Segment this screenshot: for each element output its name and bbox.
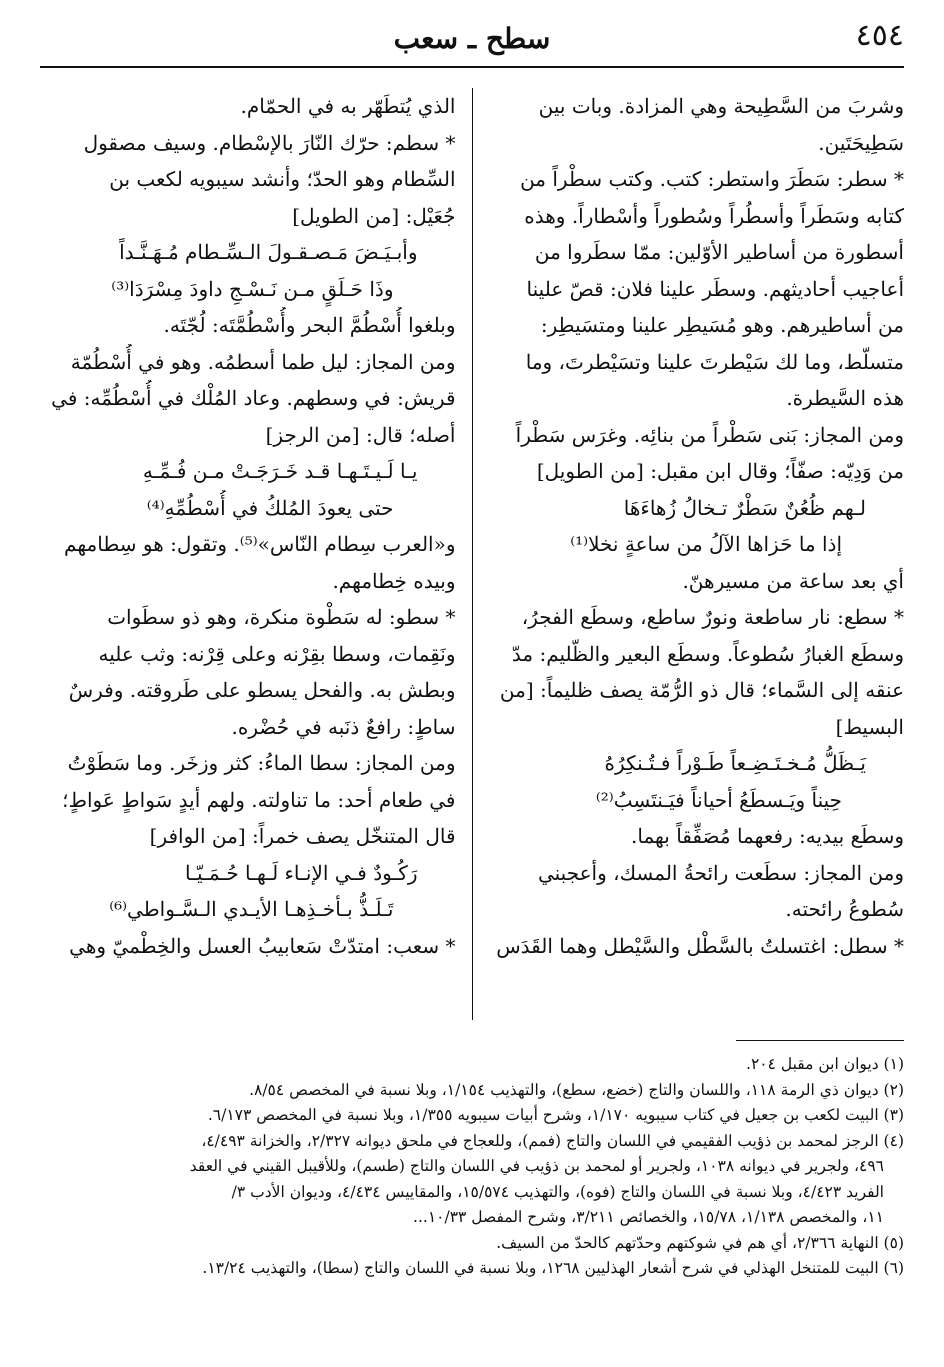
text-line: قريش: في وسطهم. وعاد المُلْك في أُسْطُمِّه: في <box>51 386 456 410</box>
text-line: أصله؛ قال: [من الرجز] <box>265 422 456 447</box>
text-line: السِّطام وهو الحدّ؛ وأنشد سيبويه لكعب بن <box>109 167 456 191</box>
text-line: متسلّط، وما لك سَيْطرتَ علينا وتسَيْطرتَ، وما <box>525 349 904 374</box>
text-line: البسيط] <box>835 714 904 739</box>
footnote: (٢) ديوان ذي الرمة ١١٨، واللسان والتاج (خضع، سطع)، والتهذيب ١/١٥٤، وبلا نسبة في المخصص ٨/٥٤. <box>249 1080 904 1099</box>
verse-line: تَـلَـذُّ بـأخـذِهـا الأيـدي الـسَّـواطي⁽⁶⁾ <box>109 897 394 921</box>
text-line: ساطٍ: رافعٌ ذنَبه في حُضْره. <box>231 714 456 739</box>
left-column <box>40 88 456 1020</box>
verse-line: وذَا حَـلَقٍ مـن نَـسْـجِ داودَ مِسْرَدَا⁽³⁾ <box>111 276 394 301</box>
text-line: أسطورة من أساطير الأوّلين: ممّا سطَروا من <box>534 240 904 264</box>
verse-line: حِيناً ويَـسطَعُ أحياناً فيَـنتَسِبُ⁽²⁾ <box>595 787 842 812</box>
text-line: ومن المجاز: ليل طما أسطمُه. وهو في أُسْطُمّة <box>70 349 456 374</box>
text-line: أعاجيب أحاديثهم. وسطَر علينا فلان: قصّ علينا <box>526 276 904 301</box>
text-line: عنقه إلى السَّماء؛ قال ذو الرُّمّة يصف ظليماً: [من <box>499 678 904 702</box>
text-line: في طعام أحد: ما تناولته. ولهم أيدٍ سَواطٍ عَواطٍ؛ <box>62 787 456 812</box>
text-line: وبيده خِطامهم. <box>332 568 456 593</box>
footnote: (٥) النهاية ٢/٣٦٦، أي هم في شوكتهم وحدّتهم كالحدّ من السيف. <box>496 1233 904 1252</box>
text-line: قال المتنخّل يصف خمراً: [من الوافر] <box>149 824 456 848</box>
entry-line: * سطع: نار ساطعة ونورٌ ساطع، وسطَع الفجرُ، <box>521 605 904 629</box>
text-line: جُعَيْل: [من الطويل] <box>292 203 456 228</box>
entry-line: * سطل: اغتسلتُ بالسَّطْل والسَّيْطل وهما القَدَس <box>496 933 904 958</box>
text-line: وبلغوا أُسْطُمَّ البحر وأُسْطُمَّتَه: لُجّتَه. <box>163 313 456 337</box>
column-divider <box>472 88 473 1020</box>
footnote: (٣) البيت لكعب بن جعيل في كتاب سيبويه ١/١٧٠، وشرح أبيات سيبويه ١/٣٥٥، وبلا نسبة في المخصص ٦/١٧٣. <box>207 1106 904 1124</box>
footnote-rule <box>736 1040 904 1041</box>
text-line: وبطش به. والفحل يسطو على طَروقته. وفرسٌ <box>68 678 456 702</box>
text-line: ونَقِمات، وسطا بقِرْنه وعلى قِرْنه: وثب عليه <box>98 641 456 666</box>
verse-line: لـهم ظُعُنٌ سَطْرٌ تـخالُ زُهاءَهَا <box>623 495 866 520</box>
text-line: من أساطيرهم. وهو مُسَيطِر علينا ومتسَيطِر: <box>540 313 904 337</box>
verse-line: يـا لَـيـتَـهـا قـد خَـرَجَـتْ مـن فُـمِّـهِ <box>142 459 418 483</box>
text-line: وسطَع الغبارُ سُطوعاً. وسطَع البعير والظّليم: مدّ <box>511 641 904 666</box>
text-line: الذي يُتطَهّر به في الحمّام. <box>240 94 456 118</box>
page-number: ٤٥٤ <box>855 18 904 53</box>
verse-line: حتى يعودَ المُلكُ في أُسْطُمِّهِ⁽⁴⁾ <box>146 495 394 520</box>
text-line: و«العرب سِطام النّاس»⁽⁵⁾. وتقول: هو سِطامهم <box>64 532 456 556</box>
page-header <box>40 14 904 62</box>
text-line: ومن المجاز: سطا الماءُ: كثر وزخَر. وما سَطَوْتُ <box>67 751 456 775</box>
text-line: ومن المجاز: سطَعت رائحةُ المسك، وأعجبني <box>537 860 904 885</box>
footnotes <box>40 1052 904 1282</box>
right-column <box>489 88 905 1020</box>
text-line: كتابه وسَطَراً وأسطُراً وسُطوراً وأسْطاراً. وهذه <box>524 203 904 228</box>
verse-line: وأبـيَـضَ مَـصـقـولَ الـسِّـطام مُـهَـنَّـداً <box>119 240 418 264</box>
page-title: سطح ـ سعب <box>393 21 551 55</box>
text-line: وسطَع بيديه: رفعهما مُصَفِّقاً بهما. <box>631 824 904 848</box>
text-line: ومن المجاز: بَنى سَطْراً من بنائِه. وغرَس سَطْراً <box>515 422 904 447</box>
entry-line: * سطر: سَطَرَ واستطر: كتب. وكتب سطْراً من <box>520 167 904 191</box>
footnote: (٤) الرجز لمحمد بن ذؤيب الفقيمي في اللسان والتاج (فمم)، وللعجاج في ملحق ديوانه ٢/٣٢٧، والخزانة ٤/٤٩٣، <box>201 1131 904 1150</box>
text-line: هذه السَّيطرة. <box>786 386 904 410</box>
footnote-continuation: ١١، والمخصص ١/١٣٨، ١٥/٧٨، والخصائص ٣/٢١١، وشرح المفصل ١٠/٣٣... <box>413 1208 884 1226</box>
entry-line: * سطو: له سَطْوة منكرة، وهو ذو سطَوات <box>107 605 456 629</box>
text-line: أي بعد ساعة من مسيرهنّ. <box>682 568 904 593</box>
header-rule <box>40 66 904 68</box>
text-line: وشربَ من السَّطِيحة وهي المزادة. وبات بين <box>538 94 904 118</box>
text-columns <box>40 88 904 1020</box>
entry-line: * سعب: امتدّتْ سَعابيبُ العسل والخِطْميّ وهي <box>69 933 456 958</box>
text-line: من وَدِيّه: صفّاً؛ وقال ابن مقبل: [من الطويل] <box>536 459 904 483</box>
text-line: سُطوعُ رائحته. <box>785 897 904 921</box>
footnote: (٦) البيت للمتنخل الهذلي في شرح أشعار الهذليين ١٢٦٨، وبلا نسبة في اللسان والتاج (سطا)، والتهذيب ١٣/٢٤. <box>202 1259 904 1277</box>
verse-line: إذا ما حَزاها الآلُ من ساعةٍ نخلا⁽¹⁾ <box>570 532 842 556</box>
verse-line: يَـظَلُّ مُـخـتَـضِـعاً طَـوْراً فـتُـنكِرُهُ <box>604 751 866 775</box>
footnote: (١) ديوان ابن مقبل ٢٠٤. <box>746 1055 904 1073</box>
text-line: سَطِيحَتَين. <box>818 130 904 155</box>
footnote-continuation: الفريد ٤/٤٢٣، وبلا نسبة في اللسان والتاج (فوه)، والتهذيب ١٥/٥٧٤، والمقاييس ٤/٤٣٤، وديوان الأدب ٣/ <box>231 1182 884 1201</box>
footnote-continuation: ٤٩٦، ولجرير في ديوانه ١٠٣٨، ولجرير أو لمحمد بن ذؤيب في اللسان والتاج (طسم)، وللأقيبل القيني في العقد <box>189 1157 884 1175</box>
entry-line: * سطم: حرّك النّارَ بالإسْطام. وسيف مصقول <box>83 130 456 155</box>
verse-line: رَكُـودٌ فـي الإنـاء لَـهـا حُـمَـيّـا <box>185 860 418 885</box>
